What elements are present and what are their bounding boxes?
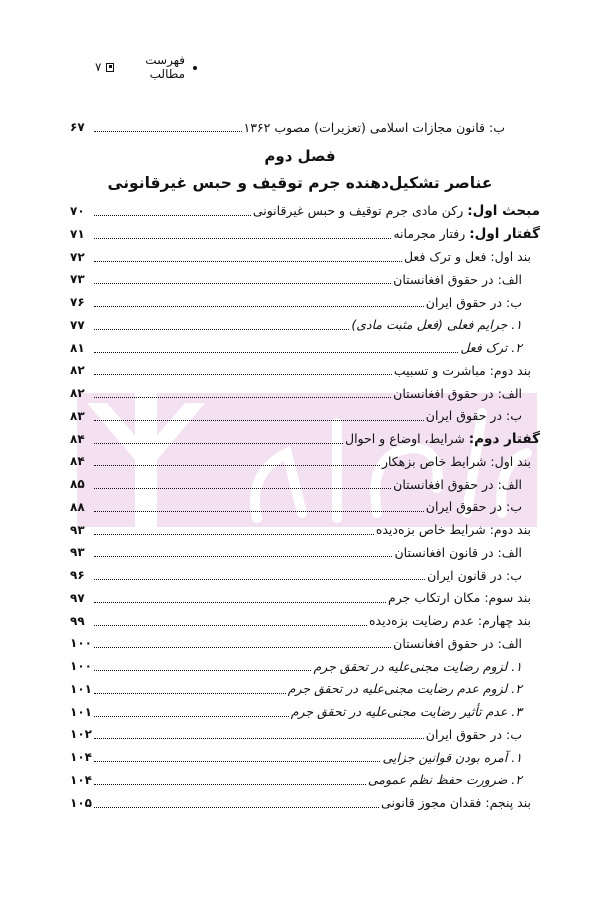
toc-entry-label: [404, 249, 531, 264]
toc-entry-text: بند پنجم: فقدان مجوز قانونی: [381, 795, 531, 810]
toc-entry-label: [393, 636, 522, 651]
toc-entry-text: ۲. ترک فعل: [460, 340, 522, 355]
toc-entry[interactable]: [70, 497, 522, 517]
toc-entry[interactable]: [70, 474, 522, 494]
toc-entry[interactable]: [70, 315, 522, 335]
toc-entry[interactable]: [70, 542, 522, 562]
dot-leader: [94, 488, 391, 489]
chapter-number-title: فصل دوم: [264, 147, 336, 165]
toc-entry-label: [393, 272, 522, 287]
toc-entry-label: [388, 590, 531, 605]
toc-entry-text: ب: در قانون ایران: [427, 567, 522, 583]
dot-leader: [94, 738, 424, 739]
toc-entry-page: ۹۶: [70, 568, 85, 582]
toc-entry-label: [393, 226, 540, 242]
toc-entry-text: الف: در حقوق افغانستان: [393, 476, 522, 492]
toc-entry[interactable]: [70, 633, 522, 653]
dot-leader: [94, 716, 289, 717]
toc-entry[interactable]: [70, 360, 531, 380]
toc-entry-text: بند دوم: مباشرت و تسبیب: [393, 362, 531, 378]
toc-entry-label: [460, 340, 522, 355]
toc-entry-text: ۲. لزوم عدم رضایت مجنی‌علیه در تحقق جرم: [287, 681, 522, 697]
toc-entry-text: بند اول: شرایط خاص بزهکار: [381, 453, 531, 469]
toc-entry[interactable]: [70, 451, 531, 471]
toc-entry-label: [288, 681, 522, 696]
dot-leader: [94, 602, 386, 603]
toc-entry-text: بند دوم: شرایط خاص بزه‌دیده: [375, 522, 531, 537]
toc-entry-page: ۹۹: [70, 613, 85, 628]
toc-entry-text: الف: در حقوق افغانستان: [393, 271, 522, 287]
toc-entry-label: [381, 795, 531, 810]
dot-leader: [94, 647, 391, 648]
dot-leader: [94, 374, 392, 375]
running-head-page-number: ٧: [95, 60, 102, 74]
toc-entry-page: ۷۳: [70, 272, 85, 287]
toc-entry[interactable]: [70, 338, 522, 358]
dot-leader: [94, 238, 391, 239]
toc-entry-text: الف: در حقوق افغانستان: [393, 385, 522, 401]
dot-leader: [94, 784, 366, 785]
toc-entry-page: ۹۷: [70, 590, 85, 605]
dot-leader: [94, 215, 251, 216]
toc-entry-text: شرایط، اوضاع و احوال: [345, 430, 469, 446]
toc-entry-label: [313, 659, 522, 674]
dot-leader: [94, 534, 374, 535]
toc-entry-label: [393, 477, 522, 492]
toc-entry[interactable]: [70, 520, 531, 540]
toc-entry-label: [369, 613, 531, 628]
toc-entry-page: ۸۴: [70, 454, 85, 469]
toc-entry[interactable]: [70, 383, 522, 403]
toc-entry-page: ۱۰۰: [70, 659, 92, 673]
toc-entry[interactable]: [70, 406, 522, 426]
toc-entry-label: [394, 545, 522, 560]
toc-entry-label: [351, 317, 522, 332]
dot-leader: [94, 556, 392, 557]
toc-entry-page: ۸۳: [70, 408, 85, 423]
toc-entry-page: ۱۰۱: [70, 704, 92, 719]
toc-entry-page: ۱۰۴: [70, 750, 92, 764]
toc-entry-page: ۷۱: [70, 226, 85, 241]
toc-entry-page: ۶۷: [70, 120, 85, 134]
toc-entry-page: ۷۲: [70, 249, 85, 264]
toc-entry[interactable]: [70, 702, 522, 722]
toc-entry-text: ۲. ضرورت حفظ نظم عمومی: [367, 772, 522, 788]
dot-leader: [94, 306, 424, 307]
dot-leader: [94, 261, 402, 262]
toc-entry-label: [291, 704, 522, 719]
dot-leader: [94, 761, 380, 762]
toc-entry-label: [426, 499, 522, 514]
toc-entry-text: بند اول: فعل و ترک فعل: [403, 249, 531, 264]
toc-entry[interactable]: [70, 565, 522, 585]
toc-entry[interactable]: [70, 793, 531, 813]
toc-entry-prev[interactable]: [70, 117, 505, 137]
toc-entry-text: بند چهارم: عدم رضایت بزه‌دیده: [368, 613, 531, 628]
dot-leader: [94, 329, 349, 330]
toc-entry-page: ۱۰۰: [70, 636, 92, 651]
toc-entry-text: ۳. عدم تأثیر رضایت مجنی‌علیه در تحقق جرم: [290, 704, 522, 719]
toc-entry-label: [426, 727, 522, 742]
toc-entry-page: ۷۶: [70, 295, 85, 309]
toc-entry[interactable]: [70, 292, 522, 312]
toc-entry-label: [253, 203, 540, 219]
toc-entry-page: ۸۱: [70, 340, 85, 355]
toc-entry-text: ۱. لزوم رضایت مجنی‌علیه در تحقق جرم: [313, 658, 522, 674]
toc-entry-text: ب: در حقوق ایران: [425, 726, 522, 742]
toc-entry[interactable]: [70, 770, 522, 790]
running-head-title: فهرست مطالب: [145, 53, 185, 81]
toc-entry-text: رفتار مجرمانه: [393, 225, 470, 241]
toc-entry[interactable]: [70, 201, 540, 221]
running-head: [95, 53, 185, 81]
toc-entry-label: [345, 431, 540, 447]
toc-entry-page: ۸۸: [70, 499, 85, 514]
toc-entry-page: ۸۴: [70, 431, 85, 446]
toc-entry-page: ۷۷: [70, 317, 85, 332]
toc-entry-label: [394, 363, 531, 378]
toc-entry-text: ب: در حقوق ایران: [425, 499, 522, 515]
toc-entry-page: ۸۲: [70, 386, 85, 400]
toc-entry-text: ب: در حقوق ایران: [425, 408, 522, 424]
toc-entry-prefix: مبحث اول:: [467, 203, 540, 219]
toc-entry[interactable]: [70, 269, 522, 289]
toc-entry-page: ۸۲: [70, 363, 85, 378]
toc-entry[interactable]: [70, 656, 522, 676]
chapter-subtitle: عناصر تشکیل‌دهنده جرم توقیف و حبس غیرقانونی: [107, 174, 493, 192]
toc-entry[interactable]: [70, 588, 531, 608]
dot-leader: [94, 693, 286, 694]
toc-entry-label: [368, 772, 522, 787]
toc-entry-text: ب: در حقوق ایران: [425, 294, 522, 310]
dot-leader: [94, 420, 424, 421]
toc-entry-label: ب: قانون مجازات اسلامی (تعزیرات) مصوب ۱۳۶۲: [243, 119, 505, 135]
toc-entry-page: ۱۰۵: [70, 795, 92, 810]
toc-entry[interactable]: [70, 679, 522, 699]
toc-entry-page: ۷۰: [70, 204, 85, 218]
toc-entry-label: [376, 522, 531, 537]
toc-entry-text: بند سوم: مکان ارتکاب جرم: [387, 590, 531, 606]
toc-entry-label: [426, 295, 522, 310]
toc-entry-text: ۱. جرایم فعلی (فعل مثبت مادی): [351, 317, 522, 333]
dot-leader: [94, 397, 391, 398]
square-ornament-icon: [106, 63, 114, 72]
toc-entry-prefix: گفتار دوم:: [468, 430, 540, 447]
toc-entry-page: ۱۰۱: [70, 681, 92, 696]
toc-entry-page: ۱۰۲: [70, 727, 92, 742]
toc-entry-label: [393, 386, 522, 401]
toc-entry-text: الف: در قانون افغانستان: [394, 544, 522, 560]
toc-entry-prefix: گفتار اول:: [469, 225, 540, 242]
toc-entry[interactable]: [70, 611, 531, 631]
toc-entry-text: رکن مادی جرم توقیف و حبس غیرقانونی: [252, 203, 468, 218]
dot-leader: [94, 579, 425, 580]
toc-entry-text: الف: در حقوق افغانستان: [393, 635, 522, 651]
dot-leader: [94, 670, 311, 671]
toc-entry-page: ۸۵: [70, 477, 85, 491]
toc-entry-text: ۱. آمره بودن قوانین جزایی: [382, 749, 522, 765]
toc-entry[interactable]: [70, 247, 531, 267]
dot-leader: [94, 352, 458, 353]
dot-leader: [94, 443, 343, 444]
toc-entry-label: [382, 454, 531, 469]
toc-entry[interactable]: [70, 429, 540, 449]
dot-leader: [94, 465, 380, 466]
toc-entry-label: [382, 750, 522, 765]
dot-leader: [94, 511, 424, 512]
dot-leader: [94, 131, 242, 132]
toc-entry-page: ۱۰۴: [70, 772, 92, 787]
toc-entry-page: ۹۳: [70, 522, 85, 537]
toc-entry-label: [426, 408, 522, 423]
dot-leader: [94, 283, 391, 284]
toc-entry[interactable]: [70, 747, 522, 767]
bullet-dot: [193, 66, 197, 70]
toc-entry-page: ۹۳: [70, 545, 85, 560]
dot-leader: [94, 625, 367, 626]
dot-leader: [94, 807, 379, 808]
toc-entry[interactable]: [70, 724, 522, 744]
toc-entry[interactable]: [70, 224, 540, 244]
toc-entry-label: [427, 568, 522, 583]
